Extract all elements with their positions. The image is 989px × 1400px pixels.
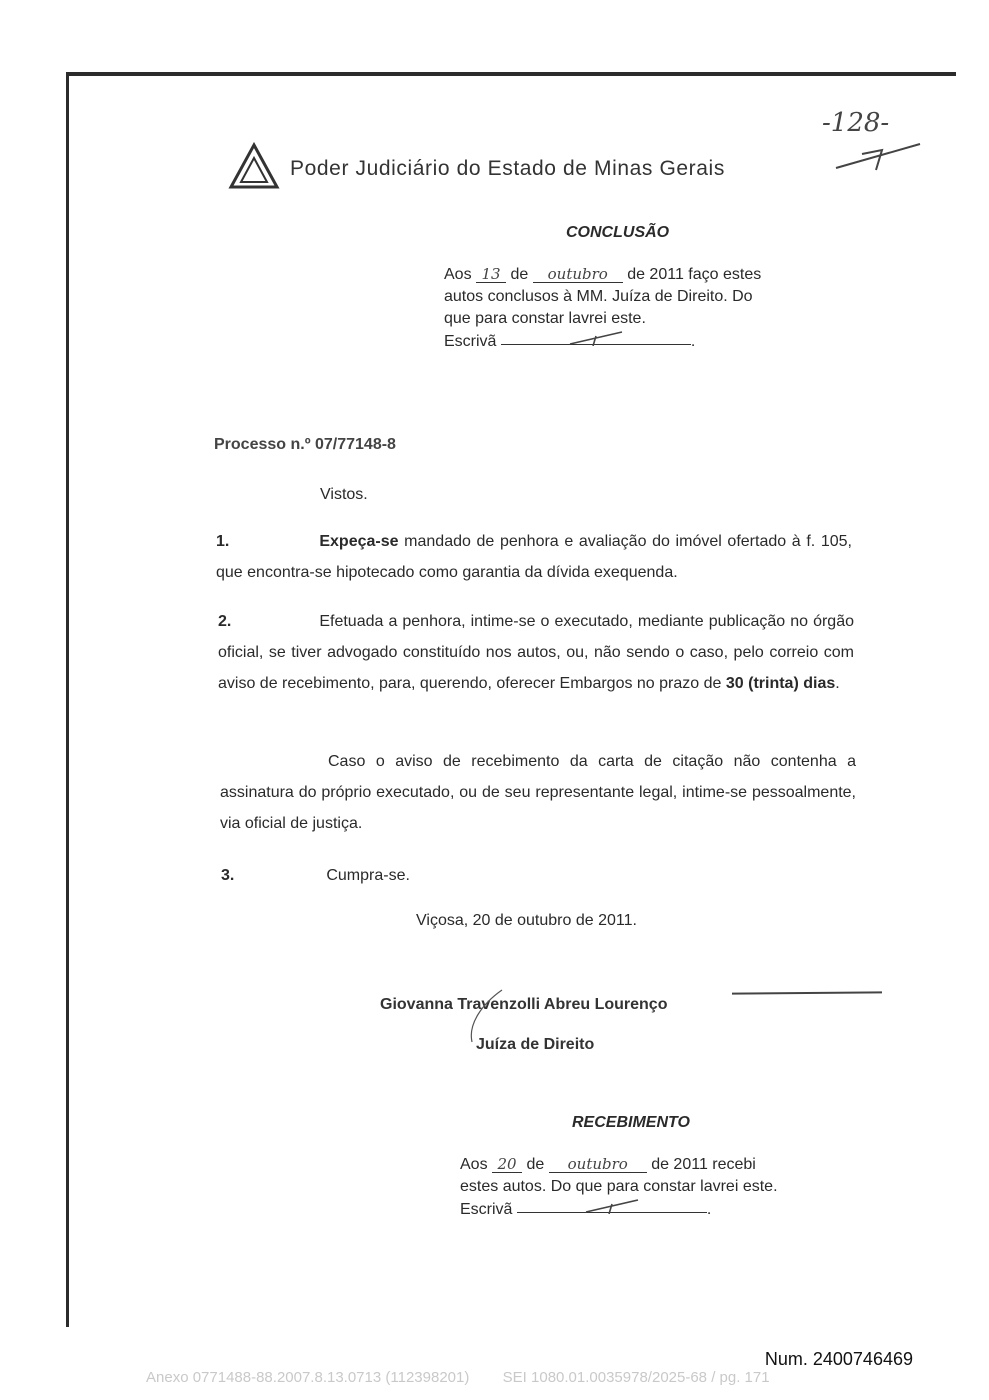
recebimento-text (460, 1154, 822, 1221)
conclusao-escriva-label: Escrivã (444, 333, 497, 350)
scan-border-top (66, 72, 956, 76)
annex-metadata: Anexo 0771488-88.2007.8.13.0713 (112398201) SEI 1080.01.0035978/2025-68 / pg. 171 (146, 1369, 770, 1386)
judge-signature-icon (462, 984, 512, 1044)
conclusao-de: de (510, 266, 529, 283)
conclusao-dot: . (690, 333, 696, 350)
item-3 (221, 860, 621, 891)
item-3-text: Cumpra-se. (326, 867, 410, 884)
judge-name: Giovanna Travenzolli Abreu Lourenço (380, 996, 668, 1013)
recebimento-signature-line (517, 1198, 707, 1213)
conclusao-text (444, 264, 814, 353)
item-1-number: 1. (216, 533, 230, 550)
item-2-end: . (835, 675, 840, 692)
court-logo-icon (228, 142, 280, 195)
scan-border-left (66, 72, 69, 1327)
letterhead (228, 142, 725, 195)
handwritten-page-number: -128- (822, 108, 890, 138)
conclusao-day: 13 (476, 266, 506, 283)
judge-role: Juíza de Direito (476, 1036, 595, 1053)
escriva-signature-icon (566, 330, 626, 346)
recebimento-line2: estes autos. Do que para constar lavrei este. (460, 1178, 778, 1195)
conclusao-line2: autos conclusos à MM. Juíza de Direito. Do (444, 288, 753, 305)
recebimento-escriva-label: Escrivã (460, 1201, 513, 1218)
item-3-number: 3. (221, 867, 235, 884)
judge-signature-stroke (732, 991, 882, 994)
recebimento-signature-icon (582, 1198, 642, 1214)
initials-mark-icon (832, 140, 927, 176)
item-1-bold: Expeça-se (319, 533, 399, 550)
item-2 (218, 606, 854, 699)
recebimento-heading: RECEBIMENTO (572, 1114, 690, 1131)
recebimento-line1: de 2011 recebi (651, 1156, 756, 1173)
conclusao-heading: CONCLUSÃO (566, 224, 670, 241)
item-1 (216, 526, 852, 588)
document-number: Num. 2400746469 (764, 1349, 913, 1369)
letterhead-title: Poder Judiciário do Estado de Minas Gerais (290, 156, 725, 180)
item-1-text: mandado de penhora e avaliação do imóvel ofertado à f. 105, que encontra-se hipotecado como garantia da dívida exequenda. (216, 533, 853, 581)
conclusao-aos: Aos (444, 266, 472, 283)
conclusao-line3: que para constar lavrei este. (444, 310, 646, 327)
item-2-text: Efetuada a penhora, intime-se o executado, mediante publicação no órgão oficial, se tiver advogado constituído nos autos, ou, não sendo o caso, pelo correio com aviso de recebimento, para, querendo, oferecer Embargos no prazo de (218, 613, 854, 692)
recebimento-de: de (526, 1156, 545, 1173)
item-2-paragraph-2: Caso o aviso de recebimento da carta de citação não contenha a assinatura do próprio executado, ou de seu representante legal, intime-se pessoalmente, via oficial de justiça. (220, 753, 856, 832)
recebimento-day: 20 (492, 1156, 522, 1173)
processo-number: Processo n.º 07/77148-8 (214, 436, 396, 453)
conclusao-month: outubro (533, 266, 623, 283)
conclusao-line1: de 2011 faço estes (627, 266, 762, 283)
item-2-bold: 30 (trinta) dias (725, 675, 836, 692)
conclusao-signature-line (501, 330, 691, 345)
item-2-number: 2. (218, 613, 232, 630)
date-place: Viçosa, 20 de outubro de 2011. (416, 912, 637, 929)
recebimento-aos: Aos (460, 1156, 488, 1173)
recebimento-month: outubro (549, 1156, 647, 1173)
vistos: Vistos. (320, 486, 368, 503)
recebimento-dot: . (706, 1201, 712, 1218)
